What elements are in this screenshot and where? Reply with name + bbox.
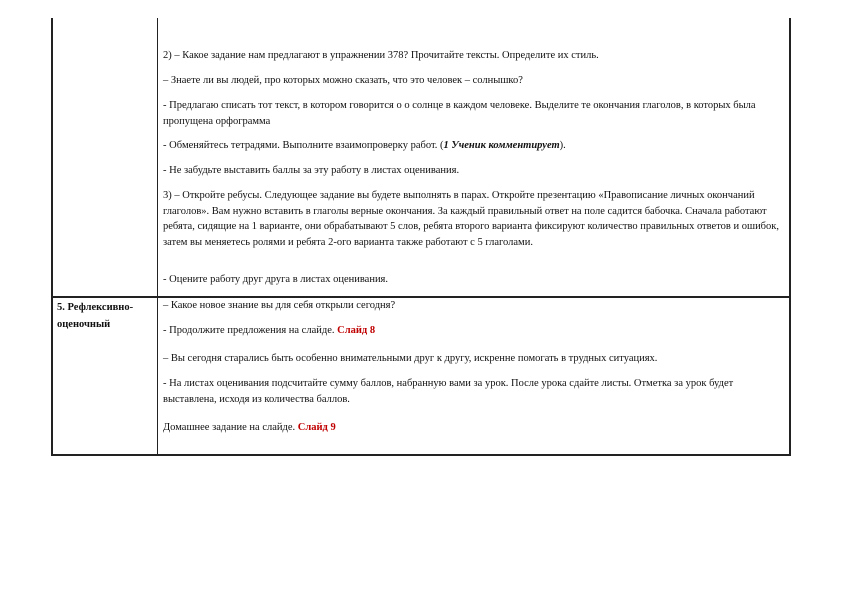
stage-label-line1: 5. Рефлексивно-	[57, 302, 134, 313]
peer-review-text: - Обменяйтесь тетрадями. Выполните взаимопроверку работ. (	[163, 140, 444, 151]
stage-label-line2: оценочный	[57, 319, 111, 330]
sun-person-question: – Знаете ли вы людей, про которых можно сказать, что это человек – солнышко?	[163, 75, 523, 86]
lesson-plan-table	[51, 18, 791, 456]
homework-line	[163, 420, 783, 436]
attentiveness-remark: – Вы сегодня старались быть особенно внимательными друг к другу, искренне помогать в трудных ситуациях.	[163, 353, 658, 364]
score-sum-instruction: - На листах оценивания подсчитайте сумму баллов, набранную вами за урок. После урока сдайте листы. Отметка за урок будет выставлена, исходя из количества баллов.	[163, 378, 734, 405]
student-comments-note: 1 Ученик комментирует	[443, 140, 560, 151]
peer-review-instruction	[163, 138, 783, 154]
slide-9-ref: Слайд 9	[297, 422, 336, 433]
task-2-question: 2) – Какое задание нам предлагают в упражнении 378? Прочитайте тексты. Определите их стиль.	[163, 50, 599, 61]
column-divider	[157, 18, 158, 454]
continue-sentences-text: - Продолжите предложения на слайде.	[163, 325, 338, 336]
continue-sentences-instruction	[163, 323, 783, 339]
peer-review-close: ).	[559, 140, 566, 151]
homework-text: Домашнее задание на слайде.	[163, 422, 298, 433]
rebus-task-instruction: 3) – Откройте ребусы. Следующее задание вы будете выполнять в парах. Откройте презентацию «Правописание личных окончаний глаголов». Вам нужно вставить в глаголы верные окончания. За каждый правильный ответ на поле садится бабочка. Сначала работают ребята, сидящие на 1 варианте, они обрабатывают 5 слов, ребята второго варианта фиксируют количество правильных ответов и ошибок, затем вы меняетесь ролями и ребята 2-ого варианта также работают с 5 глаголами.	[163, 190, 780, 248]
copy-text-instruction: - Предлагаю списать тот текст, в котором говорится о о солнце в каждом человеке. Выделите те окончания глаголов, в которых была пропущена орфограмма	[163, 100, 756, 127]
peer-evaluation-instruction: - Оцените работу друг друга в листах оценивания.	[163, 274, 389, 285]
slide-8-ref: Слайд 8	[337, 325, 376, 336]
stage-cell	[57, 299, 155, 333]
score-reminder: - Не забудьте выставить баллы за эту работу в листах оценивания.	[163, 165, 460, 176]
new-knowledge-question: – Какое новое знание вы для себя открыли сегодня?	[163, 300, 396, 311]
